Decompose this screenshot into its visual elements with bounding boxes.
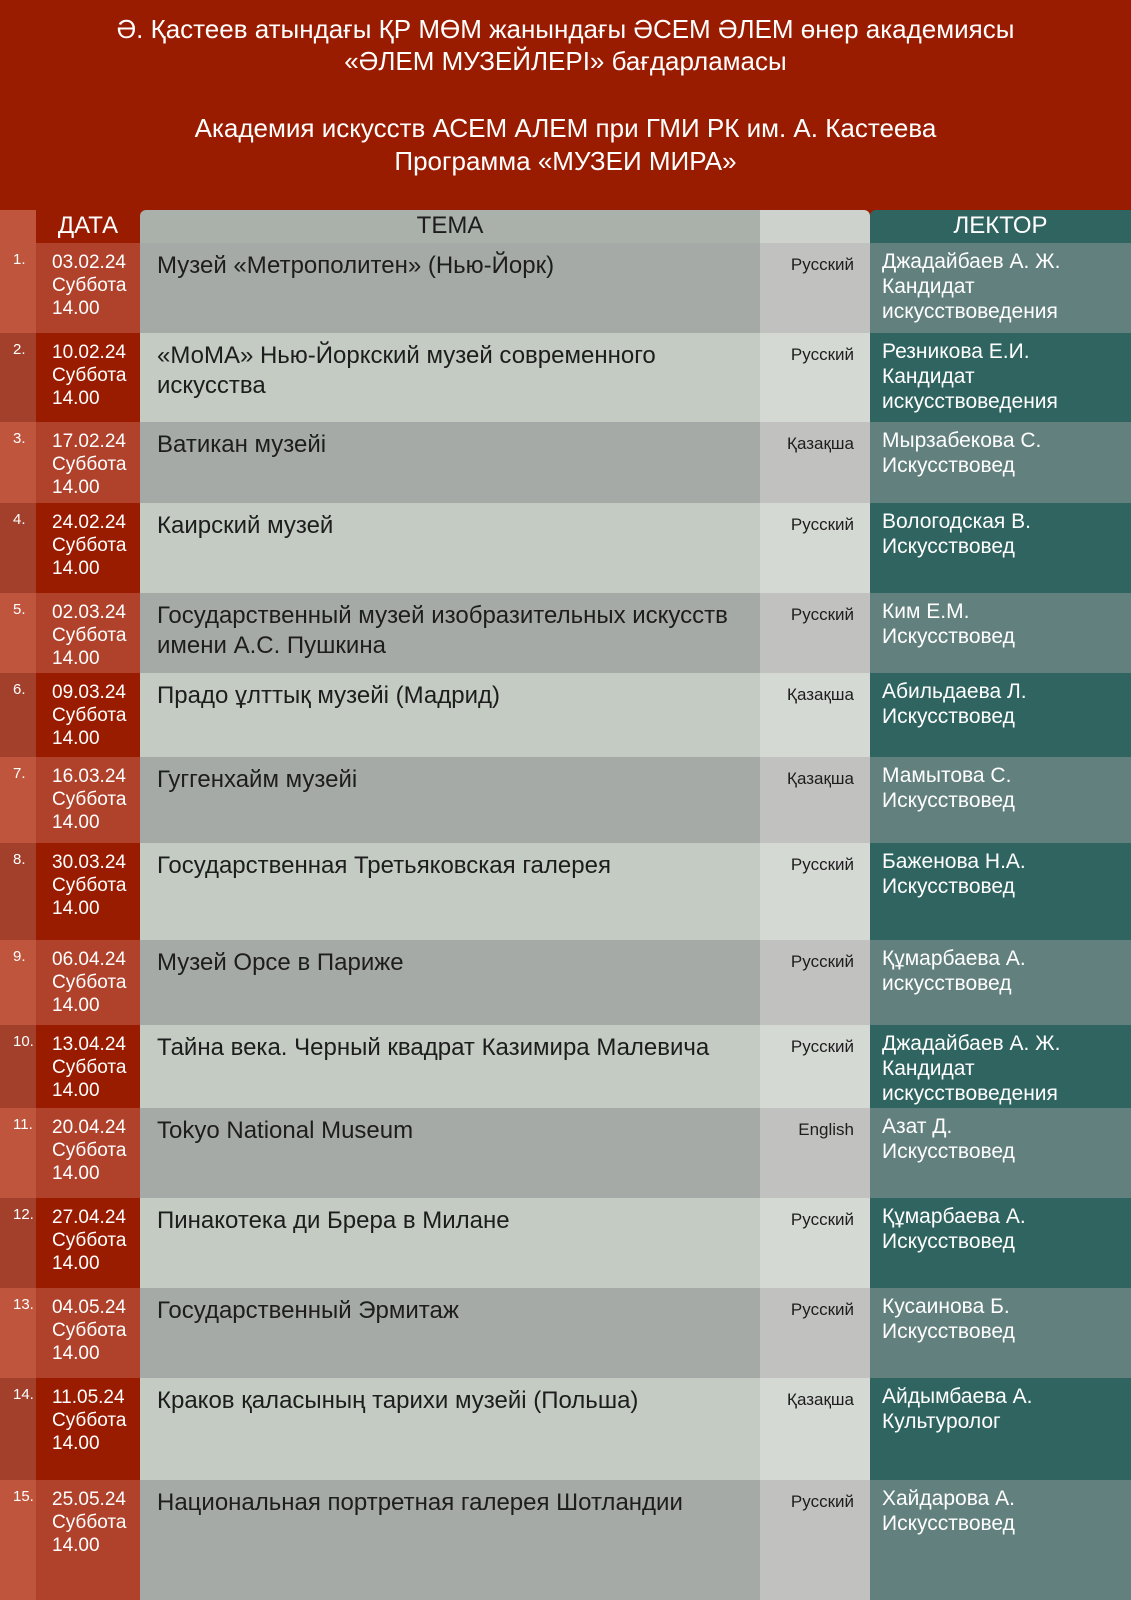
row-language: Русский [790, 952, 854, 971]
row-language: Русский [790, 1492, 854, 1511]
row-number: 12. [13, 1206, 34, 1223]
row-topic: Ватикан музейі [157, 431, 327, 458]
row-topic: Каирский музей [157, 512, 334, 539]
row-date: 17.02.24 [52, 431, 126, 452]
row-time: 14.00 [52, 477, 100, 498]
row-number: 10. [13, 1033, 34, 1050]
row-date: 27.04.24 [52, 1207, 126, 1228]
row-topic: Государственная Третьяковская галерея [157, 852, 611, 879]
row-number: 6. [13, 681, 26, 698]
row-time: 14.00 [52, 1080, 100, 1101]
row-lecturer [882, 1204, 1127, 1254]
lecturer-line: Искусствовед [882, 625, 1015, 648]
row-language: Русский [790, 255, 854, 274]
column-header-lecturer: ЛЕКТОР [953, 212, 1048, 239]
row-language: Русский [790, 855, 854, 874]
row-topic: Tokyo National Museum [157, 1117, 414, 1144]
lecturer-line: Культуролог [882, 1410, 1001, 1433]
row-day: Суббота [52, 1140, 127, 1161]
lecturer-line: искусствоведения [882, 1082, 1058, 1105]
row-time: 14.00 [52, 995, 100, 1016]
row-date: 02.03.24 [52, 602, 126, 623]
table-row [0, 757, 1131, 843]
row-date: 13.04.24 [52, 1034, 126, 1055]
row-topic: Музей Орсе в Париже [157, 949, 404, 976]
row-datetime [52, 851, 126, 920]
row-topic: Пинакотека ди Брера в Милане [157, 1207, 510, 1234]
header-title-russian: Академия искусств АСЕМ АЛЕМ при ГМИ РК им. А. Кастеева [194, 113, 937, 143]
row-day: Суббота [52, 454, 127, 475]
table-row [0, 503, 1131, 593]
lecturer-line: Құмарбаева А. [882, 1205, 1026, 1228]
table-row [0, 1198, 1131, 1288]
row-datetime [52, 765, 126, 834]
row-number: 11. [13, 1116, 33, 1133]
row-datetime [52, 1206, 126, 1275]
row-number: 4. [13, 511, 26, 528]
lecturer-line: Искусствовед [882, 705, 1015, 728]
lecturer-line: Мырзабекова С. [882, 429, 1042, 452]
row-lecturer [882, 679, 1127, 729]
row-date: 24.02.24 [52, 512, 126, 533]
row-datetime [52, 251, 126, 320]
row-language: Русский [790, 345, 854, 364]
page-header [0, 0, 1131, 210]
header-program-kazakh: «ӘЛЕМ МУЗЕЙЛЕРІ» бағдарламасы [344, 46, 787, 76]
row-language: Русский [790, 1037, 854, 1056]
row-date: 11.05.24 [52, 1387, 125, 1408]
lecturer-line: Айдымбаева А. [882, 1385, 1033, 1408]
row-number: 9. [13, 948, 26, 965]
row-number: 14. [13, 1386, 34, 1403]
table-row [0, 843, 1131, 940]
row-date: 06.04.24 [52, 949, 126, 970]
row-number: 1. [13, 251, 26, 268]
lecturer-line: Искусствовед [882, 789, 1015, 812]
row-day: Суббота [52, 875, 127, 896]
row-time: 14.00 [52, 558, 100, 579]
row-time: 14.00 [52, 898, 100, 919]
lecturer-line: Кандидат [882, 1057, 975, 1080]
row-lecturer [882, 946, 1127, 996]
lecturer-line: Резникова Е.И. [882, 340, 1030, 363]
row-day: Суббота [52, 972, 127, 993]
row-lecturer [882, 1486, 1127, 1536]
row-number: 5. [13, 601, 26, 618]
table-row [0, 422, 1131, 503]
lecturer-line: Искусствовед [882, 875, 1015, 898]
row-lecturer [882, 1031, 1127, 1106]
row-language: Қазақша [787, 685, 854, 704]
row-number: 13. [13, 1296, 34, 1313]
row-language: Қазақша [787, 769, 854, 788]
row-day: Суббота [52, 1410, 127, 1431]
row-time: 14.00 [52, 388, 100, 409]
lecturer-line: Азат Д. [882, 1115, 953, 1138]
row-datetime [52, 1116, 126, 1185]
table-row [0, 1288, 1131, 1378]
table-row [0, 1025, 1131, 1108]
lecturer-line: Құмарбаева А. [882, 947, 1026, 970]
row-date: 10.02.24 [52, 342, 126, 363]
lecturer-line: Абильдаева Л. [882, 680, 1027, 703]
row-datetime [52, 1386, 126, 1455]
row-language: English [798, 1120, 854, 1139]
row-lecturer [882, 339, 1127, 414]
row-lecturer [882, 249, 1127, 324]
row-language: Русский [790, 515, 854, 534]
lecturer-line: Джадайбаев А. Ж. [882, 1032, 1061, 1055]
row-lecturer [882, 1294, 1127, 1344]
row-language: Русский [790, 1210, 854, 1229]
row-topic: «МоМА» Нью-Йоркский музей современного искусства [157, 342, 656, 399]
row-language: Русский [790, 1300, 854, 1319]
row-number: 2. [13, 341, 26, 358]
row-datetime [52, 1488, 126, 1557]
row-day: Суббота [52, 1512, 127, 1533]
lecturer-line: Искусствовед [882, 1320, 1015, 1343]
row-datetime [52, 430, 126, 499]
row-date: 30.03.24 [52, 852, 126, 873]
row-datetime [52, 601, 126, 670]
row-language: Қазақша [787, 1390, 854, 1409]
row-number: 15. [13, 1488, 34, 1505]
lecturer-line: Кандидат [882, 365, 975, 388]
row-day: Суббота [52, 1320, 127, 1341]
row-day: Суббота [52, 705, 127, 726]
table-row [0, 243, 1131, 333]
row-date: 20.04.24 [52, 1117, 126, 1138]
row-time: 14.00 [52, 1343, 100, 1364]
row-time: 14.00 [52, 1433, 100, 1454]
row-topic: Краков қаласының тарихи музейі (Польша) [157, 1387, 639, 1414]
lecturer-line: Ким Е.М. [882, 600, 970, 623]
row-time: 14.00 [52, 1535, 100, 1556]
row-datetime [52, 341, 126, 410]
row-date: 16.03.24 [52, 766, 126, 787]
lecturer-line: Джадайбаев А. Ж. [882, 250, 1061, 273]
table-row [0, 673, 1131, 757]
lecturer-line: Искусствовед [882, 1140, 1015, 1163]
row-day: Суббота [52, 625, 127, 646]
row-time: 14.00 [52, 648, 100, 669]
row-topic: Прадо ұлттық музейі (Мадрид) [157, 682, 500, 709]
lecturer-line: Баженова Н.А. [882, 850, 1026, 873]
row-lecturer [882, 509, 1127, 559]
row-topic: Гуггенхайм музейі [157, 766, 358, 793]
row-datetime [52, 948, 126, 1017]
row-time: 14.00 [52, 728, 100, 749]
row-time: 14.00 [52, 1163, 100, 1184]
header-program-russian: Программа «МУЗЕИ МИРА» [394, 146, 737, 176]
row-lecturer [882, 599, 1127, 649]
row-number: 3. [13, 430, 26, 447]
row-day: Суббота [52, 1057, 127, 1078]
table-row [0, 1378, 1131, 1480]
row-day: Суббота [52, 1230, 127, 1251]
lecturer-line: Кандидат [882, 275, 975, 298]
lecturer-line: Искусствовед [882, 535, 1015, 558]
row-lecturer [882, 849, 1127, 899]
row-topic: Музей «Метрополитен» (Нью-Йорк) [157, 252, 555, 279]
row-date: 04.05.24 [52, 1297, 126, 1318]
table-row [0, 1108, 1131, 1198]
lecturer-line: искусствоведения [882, 300, 1058, 323]
row-number: 7. [13, 765, 26, 782]
lecturer-line: Вологодская В. [882, 510, 1031, 533]
row-number: 8. [13, 851, 26, 868]
table-row [0, 333, 1131, 422]
row-lecturer [882, 1114, 1127, 1164]
row-date: 03.02.24 [52, 252, 126, 273]
table-row [0, 1480, 1131, 1600]
row-topic: Тайна века. Черный квадрат Казимира Малевича [157, 1034, 710, 1061]
row-datetime [52, 681, 126, 750]
lecturer-line: искусствовед [882, 972, 1012, 995]
row-day: Суббота [52, 365, 127, 386]
row-day: Суббота [52, 275, 127, 296]
row-topic: Национальная портретная галерея Шотландии [157, 1489, 683, 1516]
lecturer-line: Хайдарова А. [882, 1487, 1015, 1510]
lecturer-line: Искусствовед [882, 1512, 1015, 1535]
column-header-date: ДАТА [57, 212, 119, 239]
row-lecturer [882, 428, 1127, 478]
lecturer-line: Мамытова С. [882, 764, 1012, 787]
row-time: 14.00 [52, 812, 100, 833]
row-datetime [52, 1296, 126, 1365]
row-day: Суббота [52, 789, 127, 810]
header-title-kazakh: Ә. Қастеев атындағы ҚР МӨМ жанындағы ӘСЕМ ӘЛЕМ өнер академиясы [116, 14, 1015, 44]
row-date: 09.03.24 [52, 682, 126, 703]
row-lecturer [882, 763, 1127, 813]
row-language: Русский [790, 605, 854, 624]
lecturer-line: Искусствовед [882, 454, 1015, 477]
row-date: 25.05.24 [52, 1489, 126, 1510]
lecturer-line: Кусаинова Б. [882, 1295, 1010, 1318]
row-topic: Государственный Эрмитаж [157, 1297, 459, 1324]
row-datetime [52, 1033, 126, 1102]
row-day: Суббота [52, 535, 127, 556]
row-datetime [52, 511, 126, 580]
lecturer-line: искусствоведения [882, 390, 1058, 413]
row-lecturer [882, 1384, 1127, 1434]
lecturer-line: Искусствовед [882, 1230, 1015, 1253]
table-row [0, 593, 1131, 673]
row-topic: Государственный музей изобразительных искусств имени А.С. Пушкина [157, 602, 728, 659]
row-language: Қазақша [787, 434, 854, 453]
column-header-topic: ТЕМА [416, 212, 484, 239]
row-time: 14.00 [52, 298, 100, 319]
table-row [0, 940, 1131, 1025]
row-time: 14.00 [52, 1253, 100, 1274]
